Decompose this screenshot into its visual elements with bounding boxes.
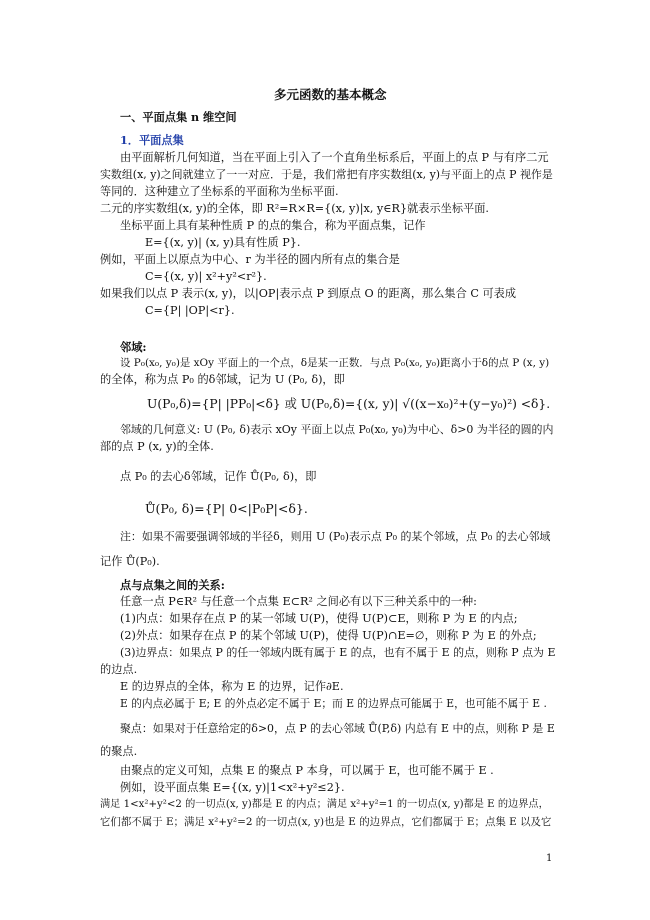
text-line: 注：如果不需要强调邻域的半径δ，则用 U (P₀)表示点 P₀ 的某个邻域，点 P₀ 的去心邻域 — [120, 530, 551, 543]
text-line: 二元的序实数组(x, y)的全体，即 R²=R×R={(x, y)|x, y∈R}就表示坐标平面. — [100, 202, 489, 215]
text-line: 部的点 P (x, y)的全体. — [100, 440, 214, 453]
text-line: 满足 1<x²+y²<2 的一切点(x, y)都是 E 的内点；满足 x²+y²=1 的一切点(x, y)都是 E 的边界点， — [100, 799, 549, 810]
text-line: 的全体，称为点 P₀ 的δ邻域，记为 U (P₀, δ)，即 — [100, 373, 345, 386]
text-line: E 的边界点的全体，称为 E 的边界，记作∂E. — [120, 680, 344, 693]
text-line: E 的内点必属于 E; E 的外点必定不属于 E；而 E 的边界点可能属于 E，也可能不属于 E . — [120, 697, 547, 710]
text-line: 由聚点的定义可知，点集 E 的聚点 P 本身，可以属于 E，也可能不属于 E . — [120, 764, 494, 777]
text-line: 等同的．这种建立了坐标系的平面称为坐标平面. — [100, 185, 339, 198]
text-line: 例如，平面上以原点为中心、r 为半径的圆内所有点的集合是 — [100, 253, 400, 266]
text-line: 的聚点. — [100, 745, 138, 758]
text-line: (1)内点：如果存在点 P 的某一邻域 U(P)，使得 U(P)⊂E，则称 P 为 E 的内点; — [120, 612, 518, 625]
text-line: 坐标平面上具有某种性质 P 的点的集合，称为平面点集，记作 — [120, 219, 426, 232]
text-line: C={(x, y)| x²+y²<r²}. — [145, 270, 267, 283]
text-line: 的边点. — [100, 663, 138, 676]
text-line: 例如，设平面点集 E={(x, y)|1<x²+y²≤2}. — [120, 781, 345, 794]
text-line: 任意一点 P∈R² 与任意一个点集 E⊂R² 之间必有以下三种关系中的一种: — [120, 595, 477, 608]
neighborhood-formula: U(P₀,δ)={P| |PP₀|<δ} 或 U(P₀,δ)={(x, y)| √((x−x₀)²+(y−y₀)²) <δ}. — [147, 397, 551, 411]
neighborhood-heading: 邻域: — [120, 340, 147, 354]
text-line: 它们都不属于 E；满足 x²+y²=2 的一切点(x, y)也是 E 的边界点，它们都属于 E；点集 E 以及它 — [100, 816, 552, 828]
text-line: (2)外点：如果存在点 P 的某个邻域 U(P)，使得 U(P)∩E=∅，则称 P 为 E 的外点; — [120, 629, 537, 642]
subsection-heading: 1．平面点集 — [120, 133, 184, 147]
page-number: 1 — [546, 853, 553, 864]
text-line: 聚点：如果对于任意给定的δ>0，点 P 的去心邻域 Ů(P,δ) 内总有 E 中的点，则称 P 是 E — [120, 722, 555, 735]
text-line: 记作 Ů(P₀). — [100, 555, 160, 568]
text-line: (3)边界点：如果点 P 的任一邻域内既有属于 E 的点，也有不属于 E 的点，则称 P 点为 E — [120, 646, 556, 659]
text-line: E={(x, y)| (x, y)具有性质 P}. — [145, 236, 301, 249]
section-heading: 一、平面点集 n 维空间 — [120, 110, 237, 124]
text-line: 点 P₀ 的去心δ邻域，记作 Ů(P₀, δ)，即 — [120, 470, 317, 483]
page-title: 多元函数的基本概念 — [274, 87, 387, 102]
text-line: 由平面解析几何知道，当在平面上引入了一个直角坐标系后，平面上的点 P 与有序二元 — [120, 151, 549, 164]
text-line: C={P| |OP|<r}. — [145, 304, 235, 317]
text-line: 如果我们以点 P 表示(x, y)，以|OP|表示点 P 到原点 O 的距离，那么集合 C 可表成 — [100, 287, 517, 300]
text-line: 实数组(x, y)之间就建立了一一对应．于是，我们常把有序实数组(x, y)与平面上的点 P 视作是 — [100, 168, 553, 181]
text-line: 邻域的几何意义: U (P₀, δ)表示 xOy 平面上以点 P₀(x₀, y₀)为中心、δ>0 为半径的圆的内 — [120, 423, 554, 436]
text-line: 设 P₀(x₀, y₀)是 xOy 平面上的一个点，δ是某一正数．与点 P₀(x₀, y₀)距离小于δ的点 P (x, y) — [120, 357, 550, 369]
relation-heading: 点与点集之间的关系: — [120, 578, 225, 592]
punctured-neighborhood-formula: Ů(P₀, δ)={P| 0<|P₀P|<δ}. — [145, 501, 308, 516]
